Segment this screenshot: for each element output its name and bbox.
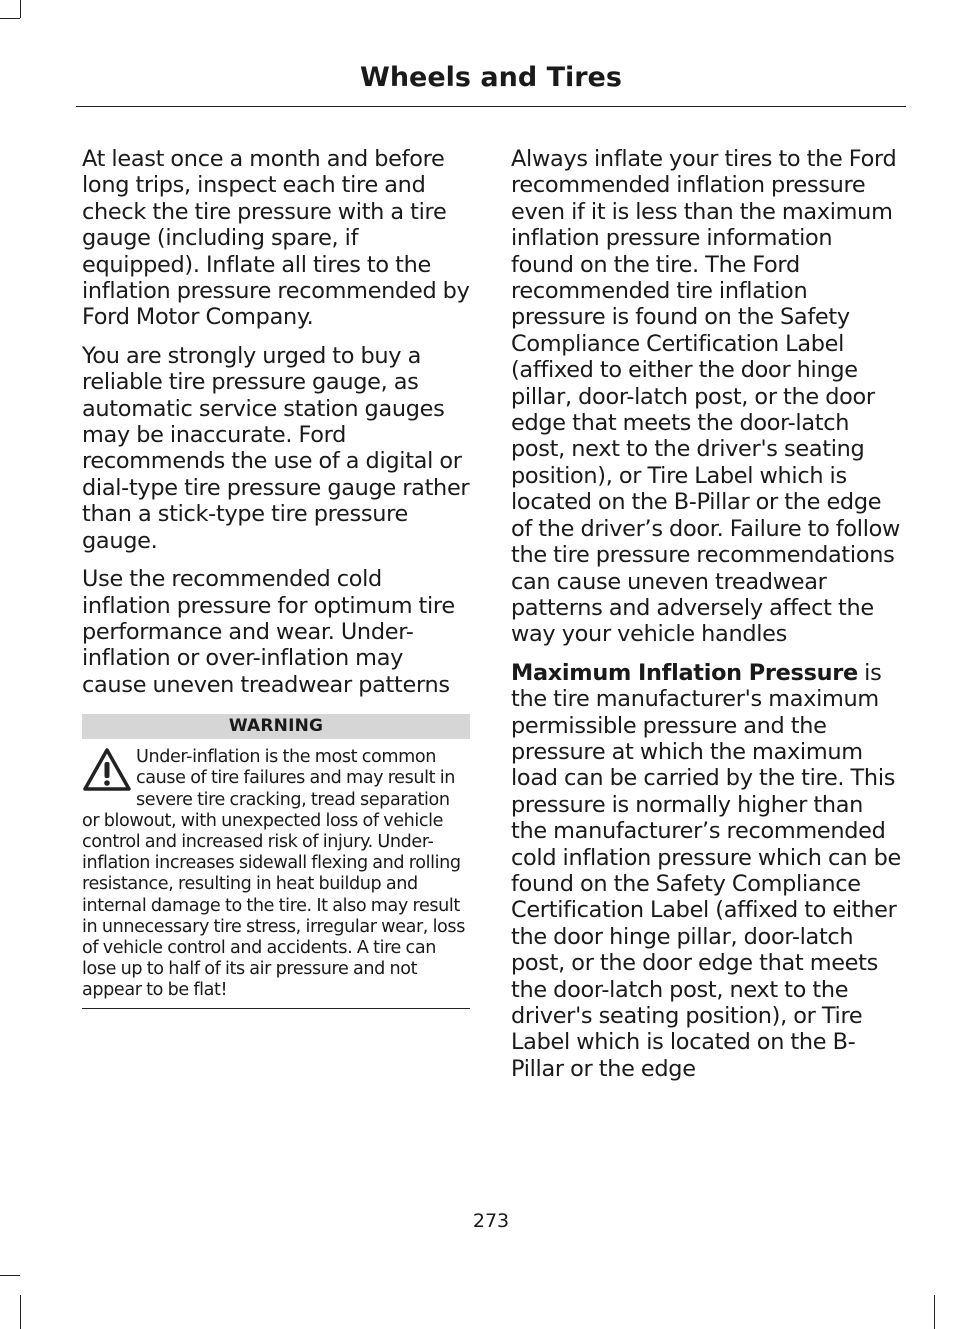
page-number: 273 — [472, 1210, 510, 1232]
warning-body — [82, 739, 470, 1008]
definition-paragraph — [511, 660, 901, 1083]
warning-triangle-icon — [82, 747, 132, 793]
crop-mark-top-left-horizontal — [0, 18, 20, 19]
warning-text: Under-inflation is the most common cause of tire failures and may result in severe tire cracking, tread separation or blowout, with unexpected loss of vehicle control and increased risk of injury. Under-inflation increases sidewall flexing and rolling resistance, resulting in heat buildup and internal damage to the tire. It also may result in unnecessary tire stress, irregular wear, loss of vehicle control and accidents. A tire can lose up to half of its air pressure and not appear to be flat! — [82, 747, 465, 1001]
defined-term: Maximum Inflation Pressure — [511, 659, 858, 686]
page-title: Wheels and Tires — [360, 62, 622, 93]
body-paragraph: Use the recommended cold inflation pressure for optimum tire performance and wear. Under-inflation or over-inflation may cause uneven treadwear patterns — [82, 566, 455, 698]
crop-mark-top-left-vertical — [20, 0, 21, 18]
crop-mark-bottom-left-vertical — [20, 1295, 21, 1329]
body-paragraph: At least once a month and before long trips, inspect each tire and check the tire pressure with a tire gauge (including spare, if equipped). Inflate all tires to the inflation pressure recommended by Ford Motor Company. — [82, 146, 470, 331]
warning-header: WARNING — [82, 714, 470, 739]
left-column — [82, 146, 470, 1009]
crop-mark-bottom-left-horizontal — [0, 1275, 20, 1276]
warning-box — [82, 714, 470, 1008]
crop-mark-bottom-right-vertical — [934, 1295, 935, 1329]
definition-text: is the tire manufacturer's maximum permissible pressure and the pressure at which the maximum load can be carried by the tire. This pressure is normally higher than the manufacturer’s recommended cold inflation pressure which can be found on the Safety Compliance Certification Label (affixed to either the door hinge pillar, door-latch post, or the door edge that meets the door-latch post, next to the driver's seating position), or Tire Label which is located on the B-Pillar or the edge — [511, 659, 902, 1082]
title-divider — [76, 106, 906, 107]
body-paragraph: Always inflate your tires to the Ford recommended inflation pressure even if it is less than the maximum inflation pressure information found on the tire. The Ford recommended tire inflation pressure is found on the Safety Compliance Certification Label (affixed to either the door hinge pillar, door-latch post, or the door edge that meets the door-latch post, next to the driver's seating position), or Tire Label which is located on the B-Pillar or the edge of the driver’s door. Failure to follow the tire pressure recommendations can cause uneven treadwear patterns and adversely affect the way your vehicle handles — [511, 146, 901, 648]
body-paragraph: You are strongly urged to buy a reliable tire pressure gauge, as automatic service station gauges may be inaccurate. Ford recommends the use of a digital or dial-type tire pressure gauge rather than a stick-type tire pressure gauge. — [82, 342, 470, 554]
right-column — [511, 146, 901, 1094]
warning-bottom-rule — [82, 1008, 470, 1009]
